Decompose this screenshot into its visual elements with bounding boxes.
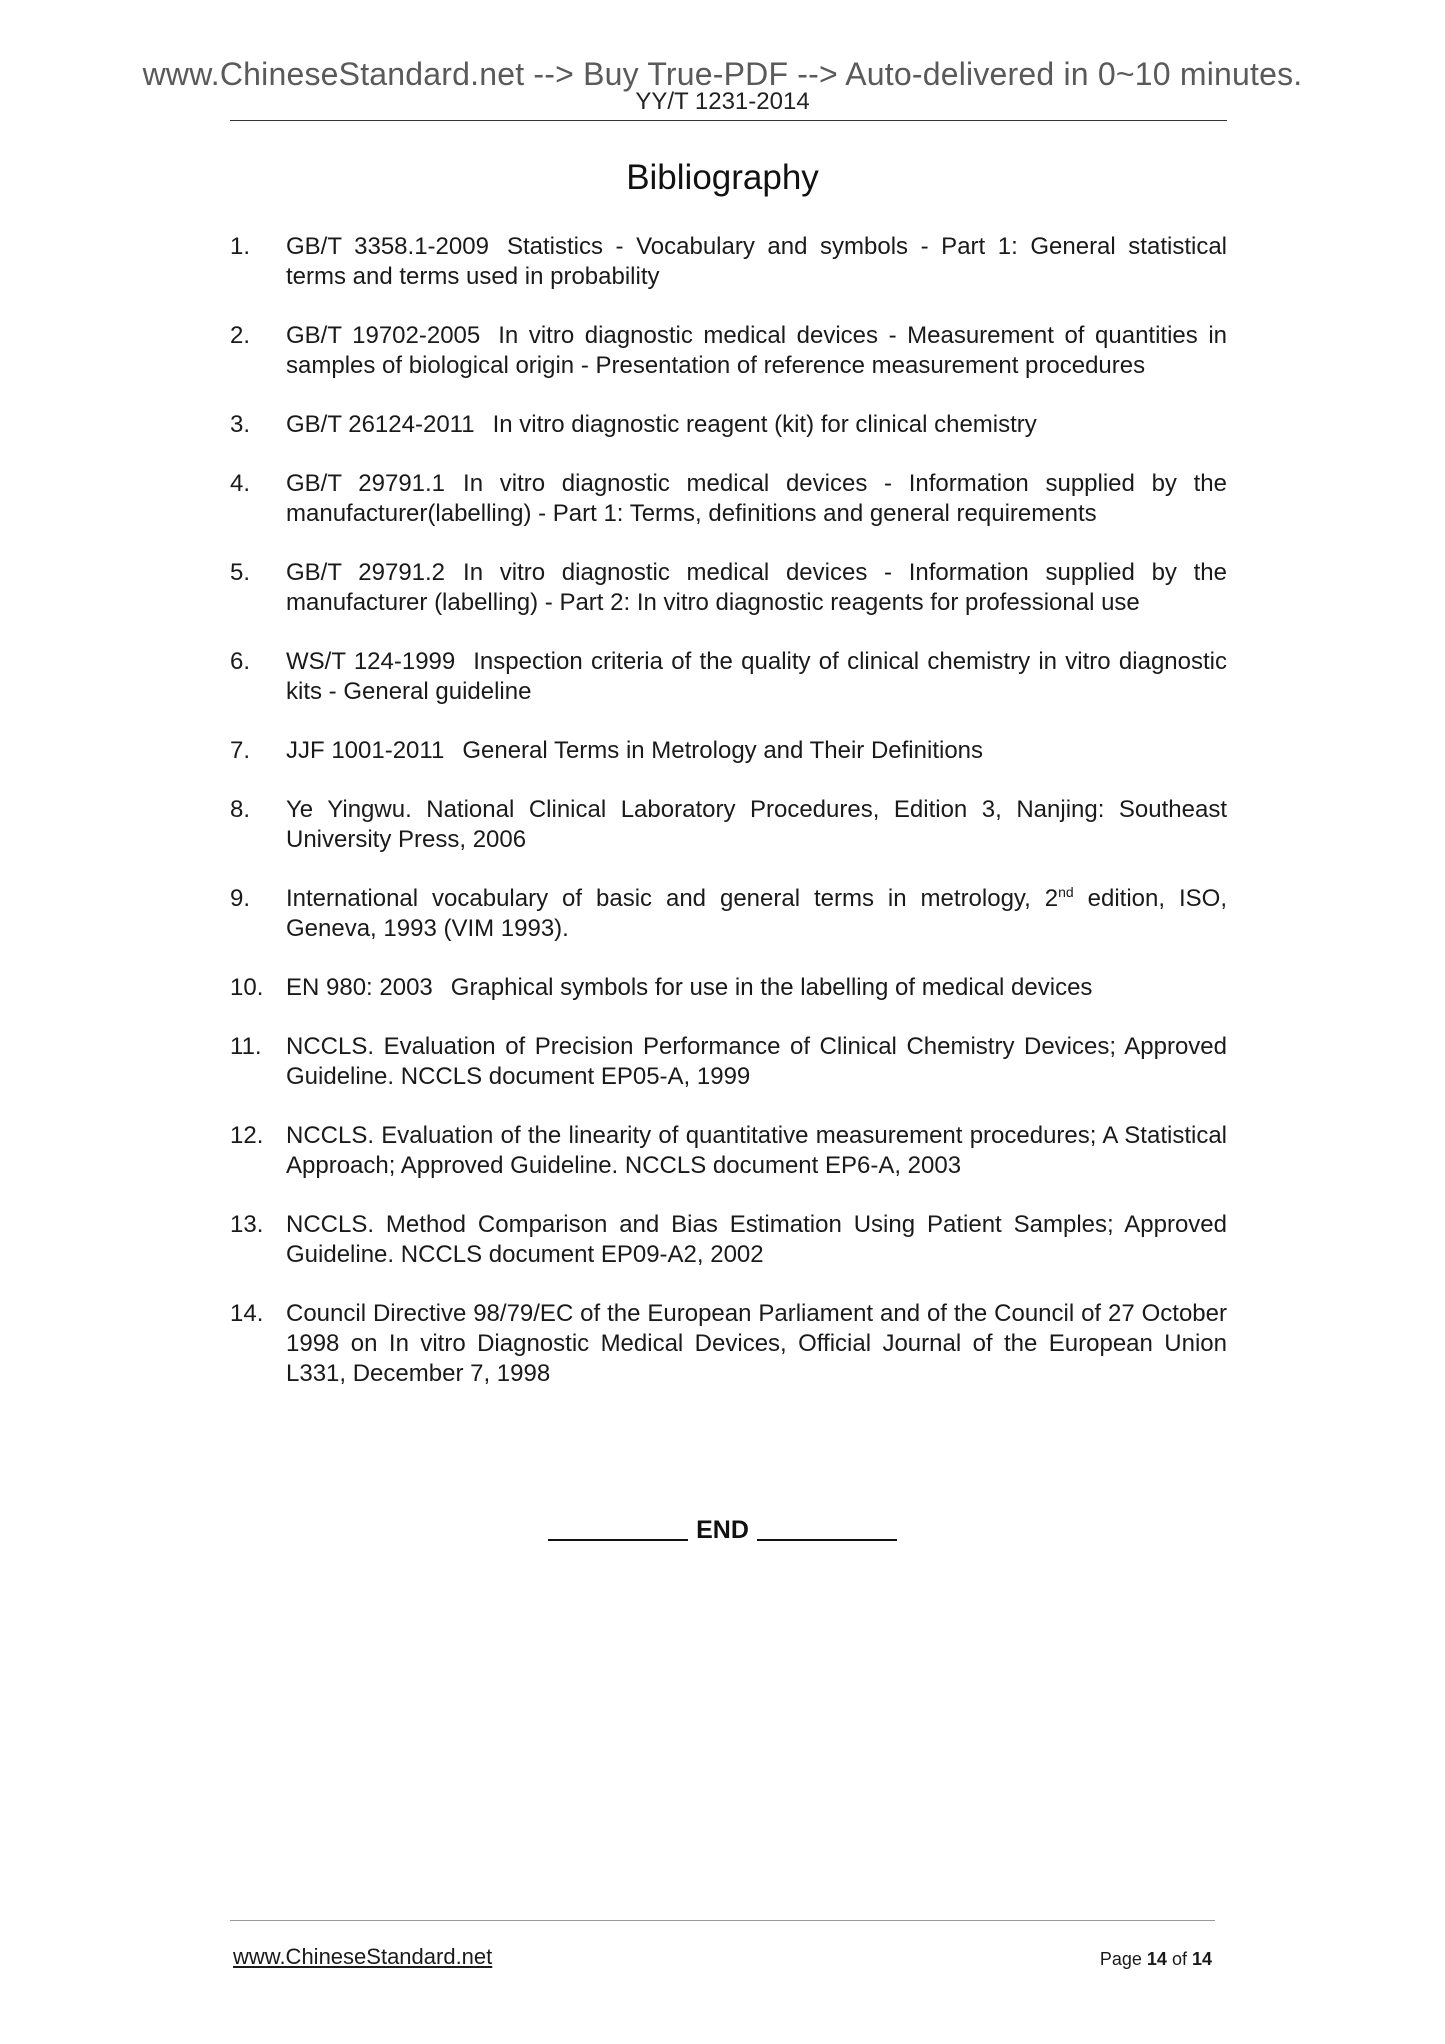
reference-code: GB/T 26124-2011 xyxy=(286,411,475,438)
reference-number: 10. xyxy=(230,974,264,1001)
reference-text xyxy=(286,736,1227,766)
list-item xyxy=(230,469,1227,529)
reference-text xyxy=(286,647,1227,707)
reference-code: GB/T 29791.1 xyxy=(286,470,446,497)
reference-title: Graphical symbols for use in the labelling of medical devices xyxy=(450,974,1093,1001)
reference-code: JJF 1001-2011 xyxy=(286,737,445,764)
reference-title: General Terms in Metrology and Their Definitions xyxy=(462,737,984,764)
list-item xyxy=(230,795,1227,855)
page-total: 14 xyxy=(1191,1949,1212,1969)
reference-code: GB/T 3358.1-2009 xyxy=(286,233,489,260)
reference-number: 12. xyxy=(230,1122,264,1149)
page-label: Page xyxy=(1099,1949,1142,1969)
standard-code: YY/T 1231-2014 xyxy=(635,88,810,115)
reference-number: 13. xyxy=(230,1211,264,1238)
page-of: of xyxy=(1171,1949,1187,1969)
list-item xyxy=(230,321,1227,381)
reference-code: EN 980: 2003 xyxy=(286,974,433,1001)
reference-text xyxy=(286,1121,1227,1181)
reference-text xyxy=(286,1299,1227,1389)
list-item xyxy=(230,1210,1227,1270)
list-item xyxy=(230,884,1227,944)
reference-title: Ye Yingwu. National Clinical Laboratory Procedures, Edition 3, Nanjing: Southeast University Press, 2006 xyxy=(286,796,1227,853)
reference-number: 7. xyxy=(230,737,251,764)
list-item xyxy=(230,410,1227,440)
footer-site-link[interactable]: www.ChineseStandard.net xyxy=(233,1944,493,1969)
reference-text xyxy=(286,1210,1227,1270)
page-current: 14 xyxy=(1146,1949,1167,1969)
list-item xyxy=(230,232,1227,292)
end-marker xyxy=(0,1518,1445,1543)
list-item xyxy=(230,1121,1227,1181)
reference-number: 9. xyxy=(230,885,251,912)
end-rule-right xyxy=(757,1539,897,1541)
reference-title: NCCLS. Evaluation of Precision Performance of Clinical Chemistry Devices; Approved Guideline. NCCLS document EP05-A, 1999 xyxy=(286,1033,1227,1090)
reference-title: NCCLS. Method Comparison and Bias Estimation Using Patient Samples; Approved Guideline. NCCLS document EP09-A2, 2002 xyxy=(286,1211,1227,1268)
list-item xyxy=(230,1032,1227,1092)
list-item xyxy=(230,973,1227,1003)
reference-code: GB/T 29791.2 xyxy=(286,559,446,586)
reference-title: NCCLS. Evaluation of the linearity of quantitative measurement procedures; A Statistical Approach; Approved Guideline. NCCLS document EP6-A, 2003 xyxy=(286,1122,1227,1179)
reference-title-continued: edition, ISO, Geneva, 1993 (VIM 1993). xyxy=(286,885,1227,942)
reference-title: Inspection criteria of the quality of clinical chemistry in vitro diagnostic kits - General guideline xyxy=(286,648,1227,705)
reference-text xyxy=(286,973,1227,1003)
reference-text xyxy=(286,469,1227,529)
reference-title: Statistics - Vocabulary and symbols - Part 1: General statistical terms and terms used in probability xyxy=(286,233,1228,290)
reference-number: 2. xyxy=(230,322,251,349)
end-text: END xyxy=(696,1516,749,1544)
list-item xyxy=(230,736,1227,766)
reference-number: 11. xyxy=(230,1033,262,1060)
page-title: Bibliography xyxy=(626,158,819,197)
reference-number: 5. xyxy=(230,559,251,586)
ordinal-superscript: nd xyxy=(1058,884,1074,900)
reference-text xyxy=(286,558,1227,618)
reference-code: GB/T 19702-2005 xyxy=(286,322,481,349)
reference-number: 8. xyxy=(230,796,251,823)
reference-text xyxy=(286,884,1227,944)
reference-number: 6. xyxy=(230,648,251,675)
list-item xyxy=(230,647,1227,707)
reference-title: In vitro diagnostic reagent (kit) for clinical chemistry xyxy=(492,411,1037,438)
source-banner: www.ChineseStandard.net --> Buy True-PDF --> Auto-delivered in 0~10 minutes. xyxy=(142,56,1303,92)
reference-code: WS/T 124-1999 xyxy=(286,648,456,675)
reference-text xyxy=(286,410,1227,440)
list-item xyxy=(230,558,1227,618)
page-number xyxy=(1100,1950,1212,1968)
reference-number: 4. xyxy=(230,470,251,497)
header-divider xyxy=(230,120,1227,121)
reference-title: In vitro diagnostic medical devices - Measurement of quantities in samples of biological origin - Presentation of reference measurement procedures xyxy=(286,322,1228,379)
reference-number: 14. xyxy=(230,1300,264,1327)
reference-number: 1. xyxy=(230,233,251,260)
reference-text xyxy=(286,795,1227,855)
reference-title: In vitro diagnostic medical devices - Information supplied by the manufacturer(labelling) - Part 1: Terms, definitions and general requirements xyxy=(286,470,1227,527)
footer-divider xyxy=(230,1920,1215,1921)
reference-title: In vitro diagnostic medical devices - Information supplied by the manufacturer (labelling) - Part 2: In vitro diagnostic reagents for professional use xyxy=(286,559,1227,616)
end-rule-left xyxy=(548,1539,688,1541)
reference-title: Council Directive 98/79/EC of the European Parliament and of the Council of 27 October 1998 on In vitro Diagnostic Medical Devices, Official Journal of the European Union L331, December 7, 1998 xyxy=(286,1300,1227,1387)
reference-text xyxy=(286,1032,1227,1092)
bibliography-list xyxy=(230,232,1227,1418)
reference-number: 3. xyxy=(230,411,251,438)
list-item xyxy=(230,1299,1227,1389)
reference-title: International vocabulary of basic and general terms in metrology, 2 xyxy=(286,885,1059,912)
reference-text xyxy=(286,232,1227,292)
reference-text xyxy=(286,321,1227,381)
